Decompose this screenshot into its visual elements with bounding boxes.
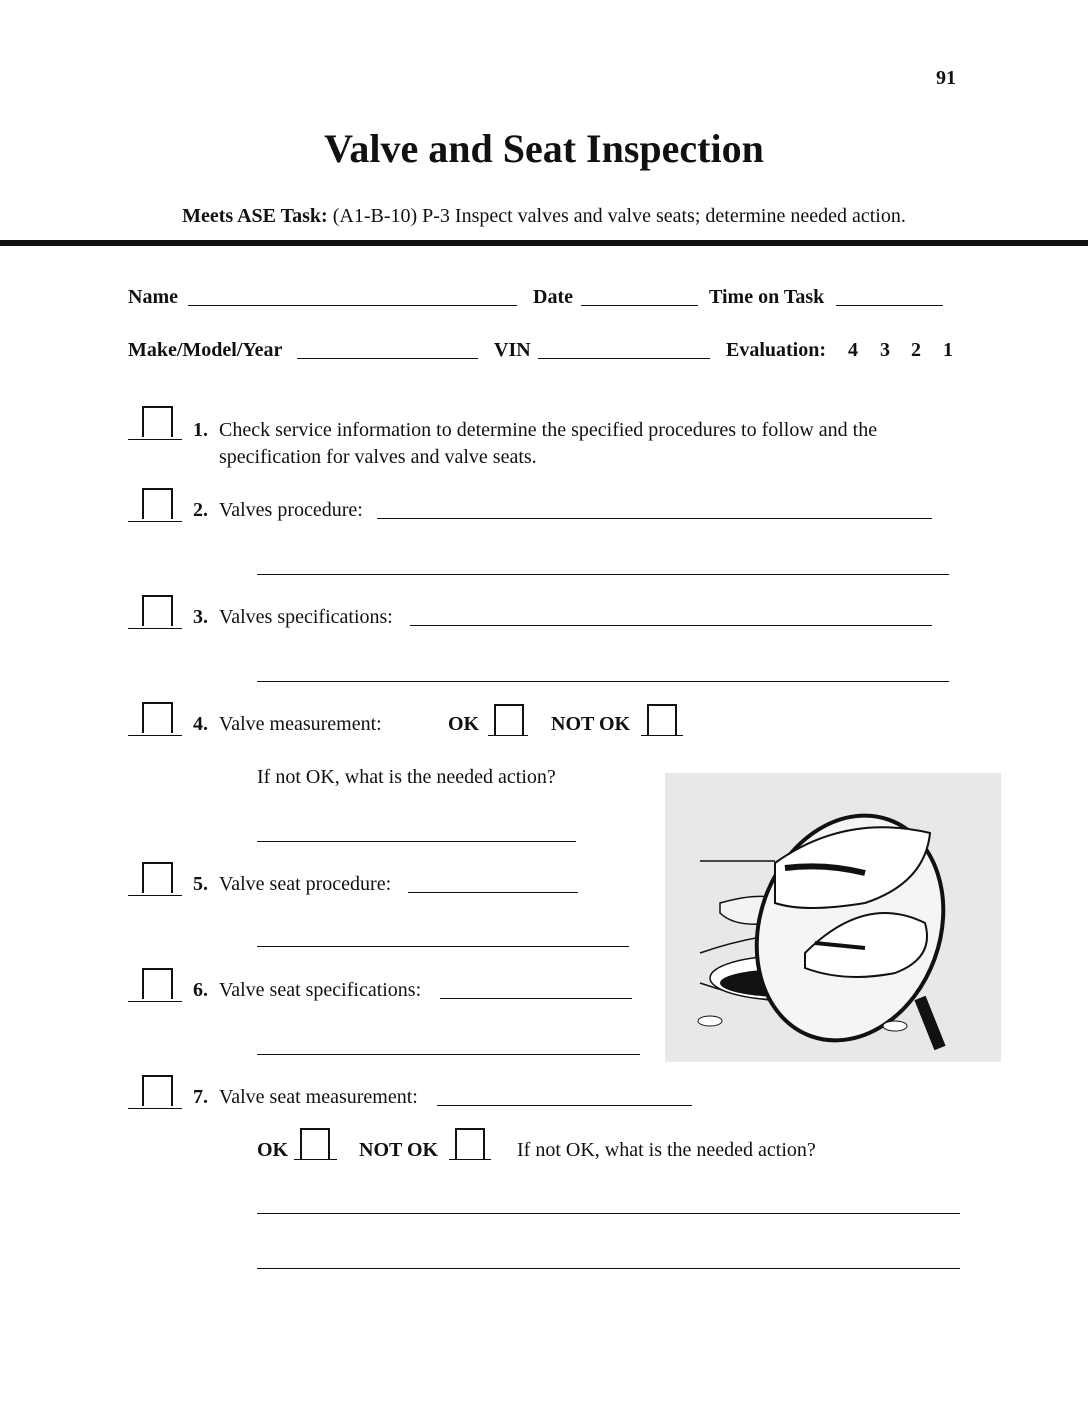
item-4-not-ok-label: NOT OK xyxy=(551,713,631,735)
item-6-checkbox[interactable] xyxy=(128,968,182,1002)
time-on-task-label: Time on Task xyxy=(709,286,825,308)
ase-task-label: Meets ASE Task: xyxy=(182,205,328,227)
item-7-ok-label: OK xyxy=(257,1139,289,1161)
evaluation-score-4[interactable]: 4 xyxy=(848,339,858,361)
evaluation-label: Evaluation: xyxy=(726,339,827,361)
item-2-number: 2. xyxy=(193,499,208,521)
item-1-number: 1. xyxy=(193,419,208,441)
item-7-action-field-line2[interactable] xyxy=(257,1268,960,1269)
header-rule xyxy=(0,240,1088,246)
valves-procedure-field[interactable] xyxy=(377,518,932,519)
vin-field[interactable] xyxy=(538,358,710,359)
valves-specifications-field[interactable] xyxy=(410,625,932,626)
item-4-ok-label: OK xyxy=(448,713,480,735)
item-7-not-ok-checkbox[interactable] xyxy=(449,1128,491,1160)
item-1-checkbox[interactable] xyxy=(128,406,182,440)
vin-label: VIN xyxy=(494,339,531,361)
item-7-followup: If not OK, what is the needed action? xyxy=(517,1139,816,1161)
item-4-not-ok-checkbox[interactable] xyxy=(641,704,683,736)
item-7-not-ok-label: NOT OK xyxy=(359,1139,439,1161)
item-1-text: Check service information to determine the specified procedures to follow and the xyxy=(219,419,878,441)
time-on-task-field[interactable] xyxy=(836,305,943,306)
item-4-checkbox[interactable] xyxy=(128,702,182,736)
date-field[interactable] xyxy=(581,305,698,306)
item-2-text: Valves procedure: xyxy=(219,499,363,521)
item-4-followup: If not OK, what is the needed action? xyxy=(257,766,556,788)
item-7-text: Valve seat measurement: xyxy=(219,1086,418,1108)
item-7-number: 7. xyxy=(193,1086,208,1108)
valve-seat-procedure-field[interactable] xyxy=(408,892,578,893)
valve-seat-specifications-field-line2[interactable] xyxy=(257,1054,640,1055)
item-6-number: 6. xyxy=(193,979,208,1001)
item-5-checkbox[interactable] xyxy=(128,862,182,896)
item-4-action-field[interactable] xyxy=(257,841,576,842)
item-7-action-field[interactable] xyxy=(257,1213,960,1214)
valves-procedure-field-line2[interactable] xyxy=(257,574,949,575)
item-3-number: 3. xyxy=(193,606,208,628)
valve-inspection-illustration xyxy=(665,773,1001,1062)
item-5-text: Valve seat procedure: xyxy=(219,873,392,895)
valve-seat-specifications-field[interactable] xyxy=(440,998,632,999)
ase-task-text: (A1-B-10) P-3 Inspect valves and valve seats; determine needed action. xyxy=(332,205,906,227)
name-field[interactable] xyxy=(188,305,517,306)
make-model-year-label: Make/Model/Year xyxy=(128,339,283,361)
ase-task-line xyxy=(0,204,1088,228)
item-4-ok-checkbox[interactable] xyxy=(488,704,528,736)
item-7-checkbox[interactable] xyxy=(128,1075,182,1109)
magnifying-glass-valve-image xyxy=(665,773,1001,1062)
item-3-checkbox[interactable] xyxy=(128,595,182,629)
item-1-text-line2: specification for valves and valve seats. xyxy=(219,446,537,468)
valves-specifications-field-line2[interactable] xyxy=(257,681,949,682)
evaluation-score-1[interactable]: 1 xyxy=(943,339,953,361)
item-2-checkbox[interactable] xyxy=(128,488,182,522)
evaluation-score-2[interactable]: 2 xyxy=(911,339,921,361)
date-label: Date xyxy=(533,286,573,308)
item-7-ok-checkbox[interactable] xyxy=(294,1128,337,1160)
item-5-number: 5. xyxy=(193,873,208,895)
page-number: 91 xyxy=(936,67,956,89)
name-label: Name xyxy=(128,286,178,308)
item-6-text: Valve seat specifications: xyxy=(219,979,422,1001)
item-4-number: 4. xyxy=(193,713,208,735)
item-3-text: Valves specifications: xyxy=(219,606,393,628)
item-4-text: Valve measurement: xyxy=(219,713,382,735)
evaluation-score-3[interactable]: 3 xyxy=(880,339,890,361)
make-model-year-field[interactable] xyxy=(297,358,478,359)
valve-seat-procedure-field-line2[interactable] xyxy=(257,946,629,947)
valve-seat-measurement-field[interactable] xyxy=(437,1105,692,1106)
page-title: Valve and Seat Inspection xyxy=(324,126,764,171)
